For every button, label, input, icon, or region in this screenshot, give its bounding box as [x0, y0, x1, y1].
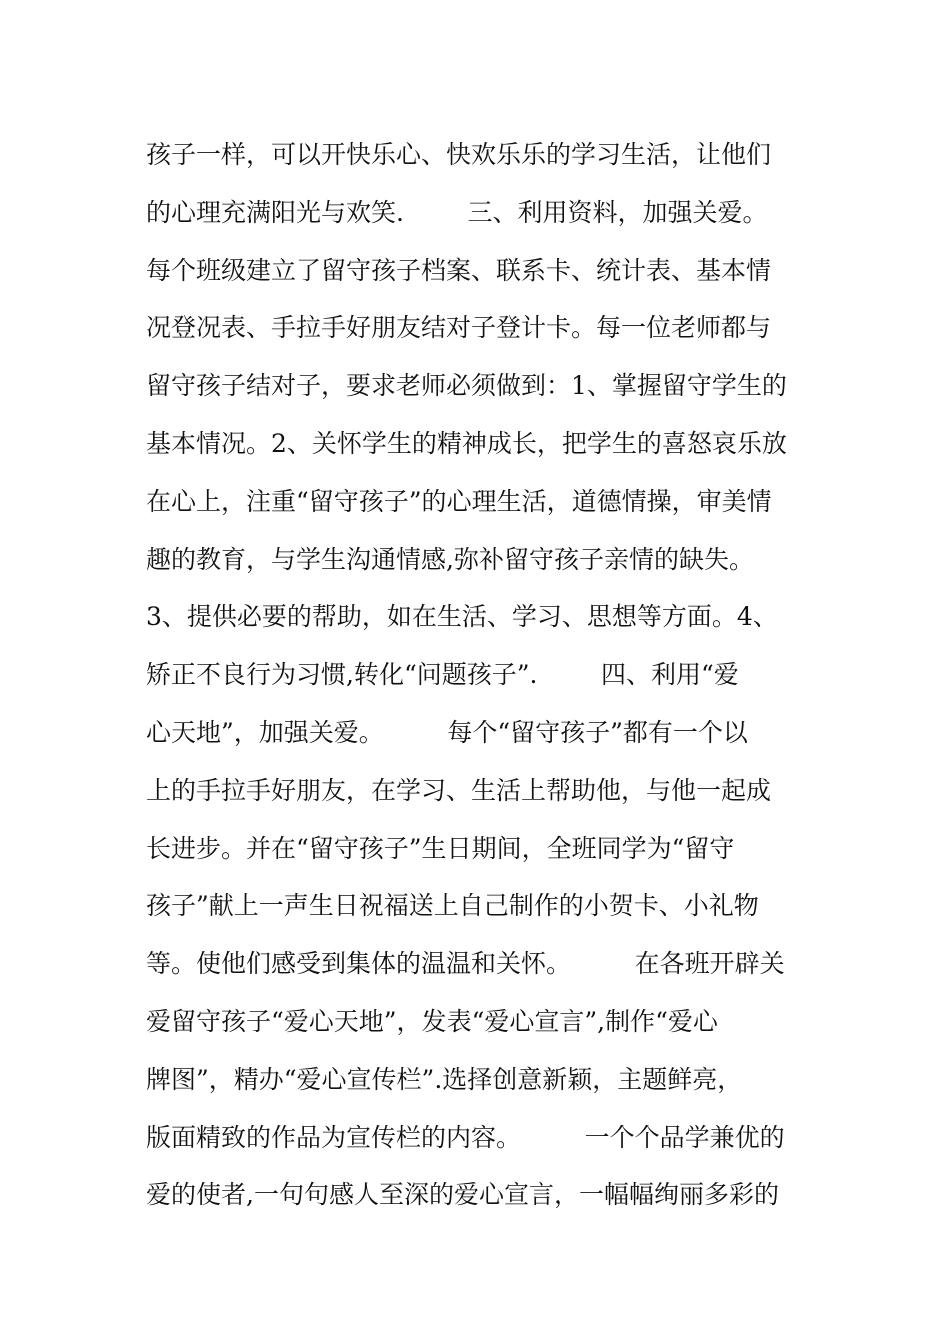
text-line: 心天地”，加强关爱。 每个“留守孩子”都有一个以: [146, 717, 748, 747]
text-line: 基本情况。2、关怀学生的精神成长，把学生的喜怒哀乐放: [146, 428, 787, 458]
text-line: 况登况表、手拉手好朋友结对子登计卡。每一位老师都与: [146, 313, 772, 343]
text-line: 矫正不良行为习惯,转化“问题孩子”. 四、利用“爱: [146, 660, 739, 690]
text-line: 3、提供必要的帮助，如在生活、学习、思想等方面。4、: [146, 602, 778, 632]
text-line: 版面精致的作品为宣传栏的内容。 一个个品学兼优的: [146, 1122, 785, 1152]
text-line: 孩子”献上一声生日祝福送上自己制作的小贺卡、小礼物: [146, 891, 759, 921]
body-text: [146, 126, 806, 1224]
text-line: 上的手拉手好朋友，在学习、生活上帮助他，与他一起成: [146, 775, 772, 805]
text-line: 长进步。并在“留守孩子”生日期间，全班同学为“留守: [146, 833, 735, 863]
text-line: 孩子一样，可以开快乐心、快欢乐乐的学习生活，让他们: [146, 140, 772, 169]
text-line: 爱的使者,一句句感人至深的爱心宣言，一幅幅绚丽多彩的: [146, 1180, 779, 1210]
text-line: 趣的教育，与学生沟通情感,弥补留守孩子亲情的缺失。: [146, 544, 754, 574]
text-line: 每个班级建立了留守孩子档案、联系卡、统计表、基本情: [146, 255, 772, 285]
text-line: 爱留守孩子“爱心天地”，发表“爱心宣言”,制作“爱心: [146, 1006, 718, 1036]
text-line: 留守孩子结对子，要求老师必须做到：1、掌握留守学生的: [146, 371, 787, 401]
text-line: 的心理充满阳光与欢笑. 三、利用资料，加强关爱。: [146, 197, 768, 227]
text-line: 在心上，注重“留守孩子”的心理生活，道德情操，审美情: [146, 486, 772, 516]
text-line: 牌图”，精办“爱心宣传栏”.选择创意新颖，主题鲜亮，: [146, 1064, 743, 1094]
text-line: 等。使他们感受到集体的温温和关怀。 在各班开辟关: [146, 949, 785, 979]
